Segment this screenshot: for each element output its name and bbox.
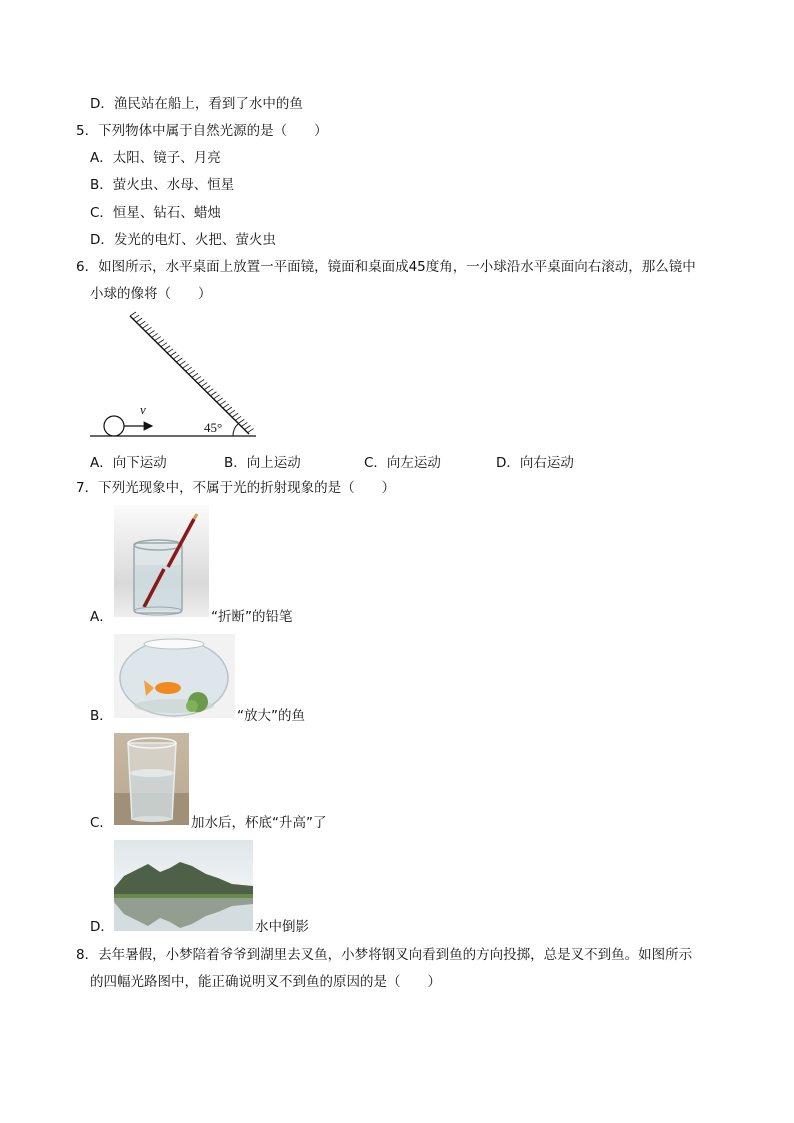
- q6-option-c: C．向左运动: [364, 455, 441, 471]
- q7-option-d-caption: 水中倒影: [255, 919, 309, 935]
- q7-option-c-caption: 加水后，杯底“升高”了: [191, 815, 327, 831]
- q7-option-a-letter: A．: [90, 609, 113, 625]
- q8-stem-line1: 8．去年暑假，小梦陪着爷爷到湖里去叉鱼，小梦将钢叉向看到鱼的方向投掷，总是叉不到鱼。如图所示: [76, 947, 693, 963]
- q5-option-a: A．太阳、镜子、月亮: [90, 150, 221, 166]
- q6-option-d: D．向右运动: [496, 455, 574, 471]
- mountain-reflection-image: [114, 840, 253, 931]
- pencil-in-glass-image: [114, 505, 209, 617]
- mirror-diagram: [86, 310, 266, 442]
- q8-stem-line2: 的四幅光路图中，能正确说明叉不到鱼的原因的是（ ）: [90, 974, 441, 990]
- goldfish-bowl-image: [114, 634, 235, 718]
- q7-option-b-caption: “放大”的鱼: [237, 708, 305, 724]
- q6-stem-line2: 小球的像将（ ）: [90, 286, 212, 302]
- q5-option-b: B．萤火虫、水母、恒星: [90, 177, 235, 193]
- q6-option-b: B．向上运动: [224, 455, 301, 471]
- q5-stem: 5．下列物体中属于自然光源的是（ ）: [76, 123, 328, 139]
- q7-stem: 7．下列光现象中，不属于光的折射现象的是（ ）: [76, 480, 396, 496]
- q6-option-a: A．向下运动: [90, 455, 167, 471]
- ball: [104, 416, 124, 436]
- q5-option-c: C．恒星、钻石、蜡烛: [90, 205, 221, 221]
- velocity-label: v: [140, 402, 146, 417]
- q7-option-d-letter: D．: [90, 919, 114, 935]
- glass-of-water-image: [114, 733, 189, 825]
- mirror-hatching: [130, 312, 254, 433]
- q6-stem-line1: 6．如图所示，水平桌面上放置一平面镜，镜面和桌面成45度角，一小球沿水平桌面向右滚动，那么镜中: [76, 259, 696, 275]
- q7-option-c-letter: C．: [90, 815, 113, 831]
- q7-option-a-caption: “折断”的铅笔: [211, 609, 293, 625]
- q5-option-d: D．发光的电灯、火把、萤火虫: [90, 232, 276, 248]
- q7-option-b-letter: B．: [90, 708, 113, 724]
- q4-option-d: D．渔民站在船上，看到了水中的鱼: [90, 96, 303, 112]
- mirror-surface: [130, 316, 249, 434]
- angle-label: 45°: [204, 420, 223, 435]
- angle-arc: [233, 424, 238, 436]
